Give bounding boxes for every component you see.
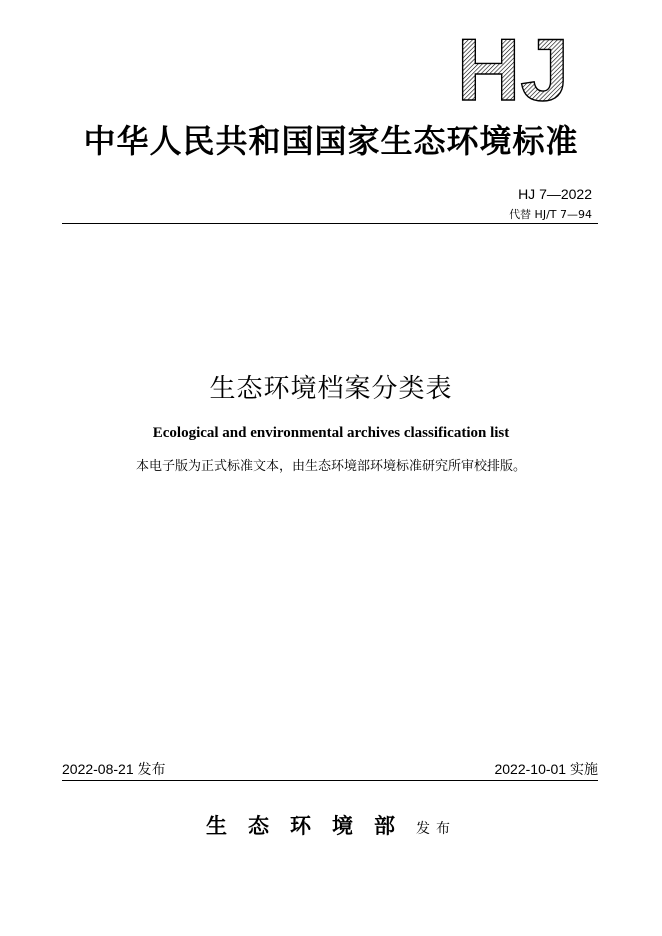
implementation-date: 2022-10-01 实施: [494, 761, 598, 777]
footer-divider: [62, 780, 598, 781]
svg-text:HJ: HJ: [456, 32, 570, 104]
publisher-action: 发布: [416, 821, 456, 837]
standard-number: HJ 7—2022: [518, 186, 592, 202]
standard-category-title: 中华人民共和国国家生态环境标准: [83, 122, 579, 160]
edition-note: 本电子版为正式标准文本，由生态环境部环境标准研究所审校排版。: [135, 459, 526, 474]
hj-logo: [446, 32, 580, 104]
issue-date: 2022-08-21 发布: [62, 761, 166, 777]
header-divider: [62, 223, 598, 224]
document-title-en: Ecological and environmental archives classification list: [152, 425, 510, 441]
replaces-standard: 代替 HJ/T 7—94: [509, 208, 592, 221]
publisher-name: 生态环境部: [206, 813, 416, 838]
publisher-line: [0, 810, 662, 840]
document-title-cn: 生态环境档案分类表: [209, 374, 453, 404]
